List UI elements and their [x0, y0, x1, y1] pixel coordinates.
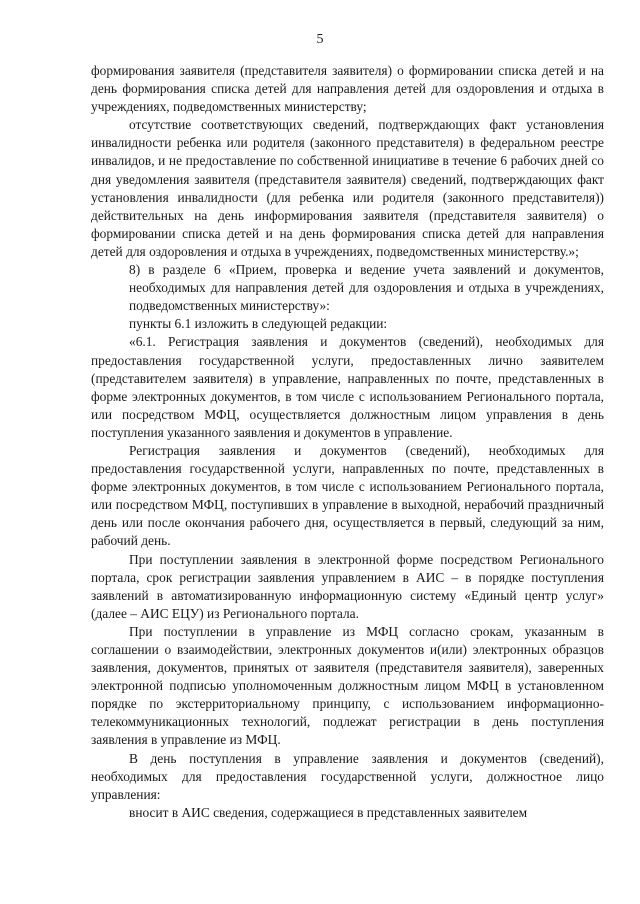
paragraph-electronic-form: При поступлении заявления в электронной форме посредством Регионального портала, срок регистрации заявления управлением в АИС – в порядке поступления заявлений в автоматизированную информационную систему «Единый центр услуг» (далее – АИС ЕЦУ) из Регионального портала. [91, 551, 604, 621]
page-number: 5 [316, 32, 324, 47]
paragraph-absence-of-info: отсутствие соответствующих сведений, подтверждающих факт установления инвалидности ребенка или родителя (законного представителя) в федеральном реестре инвалидов, и не предоставление по собственной инициативе в течение 6 рабочих дней со дня уведомления заявителя (представителя заявителя) сведений, подтверждающих факт установления инвалидности (для ребенка или родителя (законного представителя)) действительных на день информирования заявителя (представителя заявителя) о формировании списка детей и на день формирования списка детей для направления детей для оздоровления и отдыха в учреждениях, подведомственных министерству.»; [91, 117, 604, 259]
paragraph-continuation: формирования заявителя (представителя заявителя) о формировании списка детей и на день формирования списка детей для направления детей для оздоровления и отдыха в учреждениях, подведомственных министерству; [91, 63, 604, 115]
paragraph-day-of-receipt: В день поступления в управление заявления и документов (сведений), необходимых для предоставления государственной услуги, должностное лицо управления: [91, 750, 604, 802]
paragraph-registration-weekend: Регистрация заявления и документов (сведений), необходимых для предоставления государственной услуги, направленных по почте, представленных в форме электронных документов, в том числе с использованием Регионального портала, или посредством МФЦ, поступивших в управление в выходной, нерабочий праздничный день или после окончания рабочего дня, осуществляется в первый, следующий за ним, рабочий день. [91, 442, 604, 549]
paragraph-6-1-registration: «6.1. Регистрация заявления и документов (сведений), необходимых для предоставления государственной услуги, предоставленных лично заявителем (представителем заявителя) в управление, направленных по почте, представленных в форме электронных документов, в том числе с использованием Регионального портала, или посредством МФЦ, осуществляется должностным лицом управления в день поступления указанного заявления и документов в управление. [91, 334, 604, 440]
paragraph-item-8: 8) в разделе 6 «Прием, проверка и ведение учета заявлений и документов, необходимых для направления детей для оздоровления и отдыха в учреждениях, подведомственных министерству»: [129, 262, 604, 314]
paragraph-points-6-1: пункты 6.1 изложить в следующей редакции: [129, 316, 388, 332]
paragraph-enters-ais: вносит в АИС сведения, содержащиеся в представленных заявителем [129, 804, 528, 820]
document-body [91, 62, 604, 822]
paragraph-from-mfc: При поступлении в управление из МФЦ согласно срокам, указанным в соглашении о взаимодействии, электронных документов и(или) электронных образцов заявления, документов, принятых от заявителя (представителя заявителя), заверенных электронной подписью уполномоченным должностным лицом МФЦ в установленном порядке по экстерриториальному принципу, с использованием информационно-телекоммуникационных технологий, подлежат регистрации в день поступления заявления в управление из МФЦ. [91, 623, 604, 748]
